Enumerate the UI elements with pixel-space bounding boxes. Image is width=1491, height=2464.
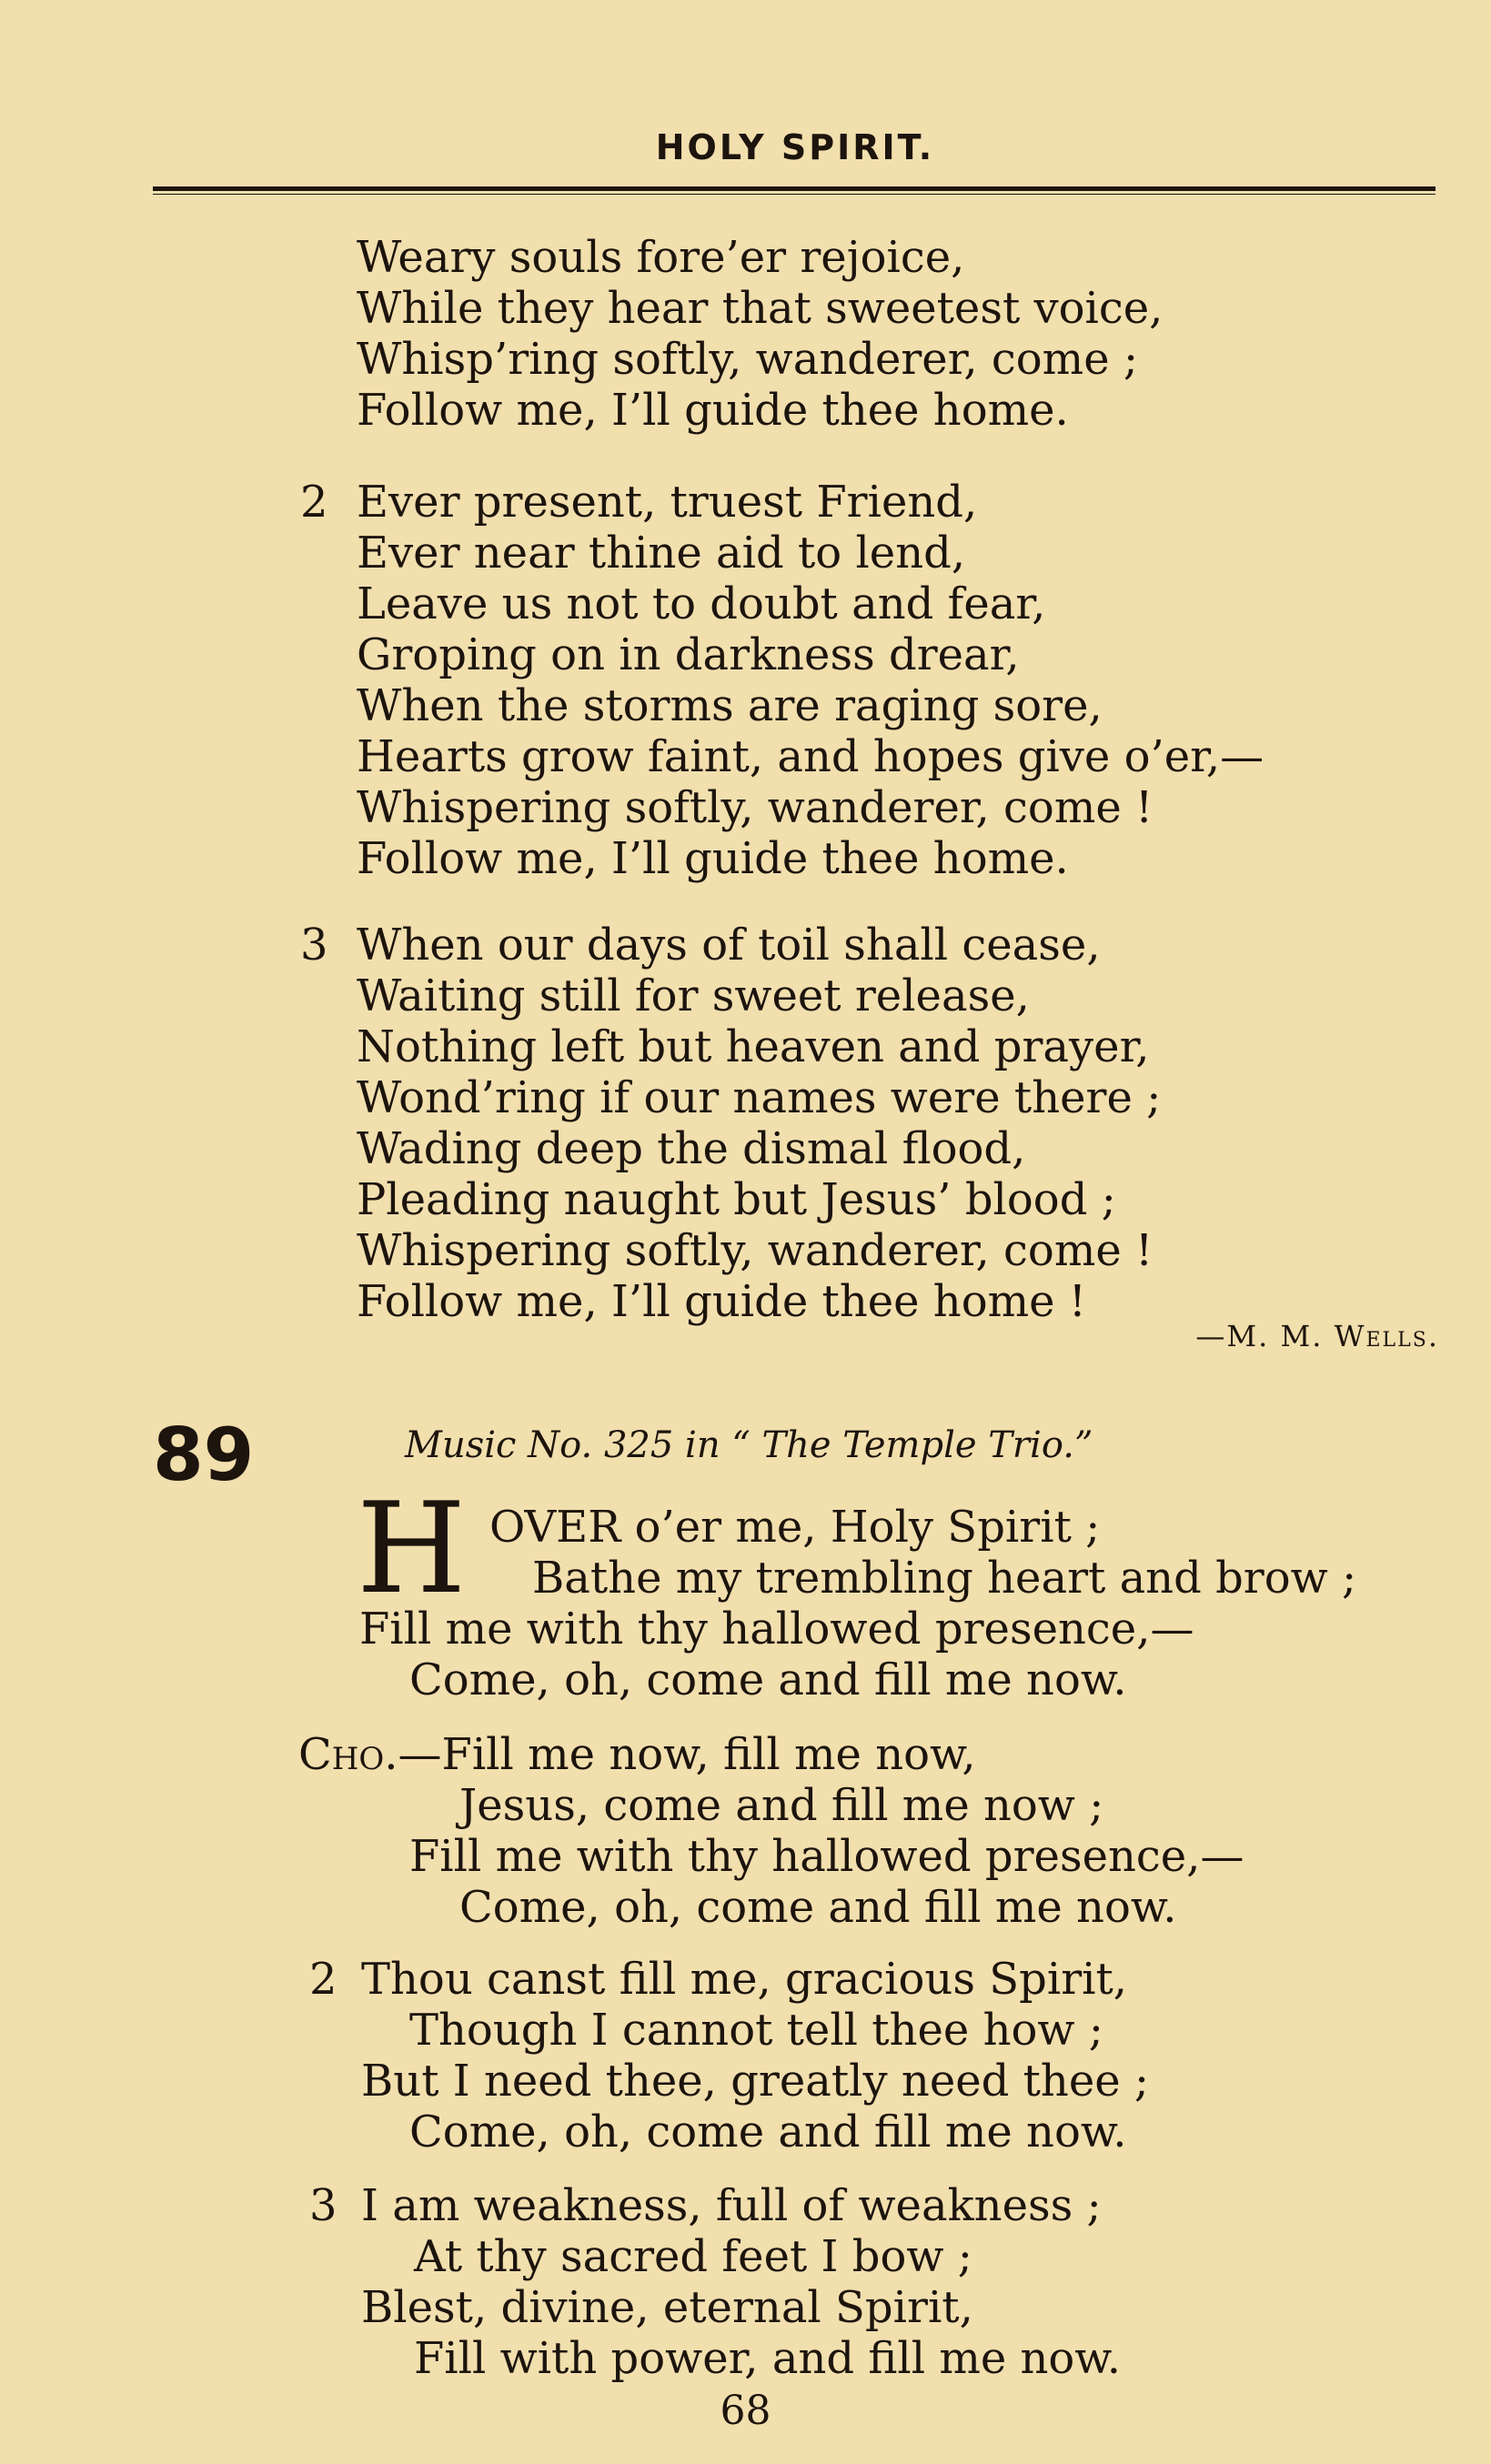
verse-line: While they hear that sweetest voice,: [357, 283, 1164, 334]
verse-line: Fill me with thy hallowed presence,—: [359, 1604, 1194, 1654]
hymn-number: 89: [153, 1413, 255, 1497]
chorus-line: Come, oh, come and fill me now.: [459, 1882, 1177, 1933]
verse-number: 2: [309, 1954, 337, 2005]
chorus-first-line: [298, 1729, 976, 1780]
verse-line: Ever near thine aid to lend,: [357, 528, 966, 578]
chorus-label: Cho.: [298, 1729, 398, 1780]
verse-line: But I need thee, greatly need thee ;: [361, 2056, 1150, 2107]
verse-line-first: [489, 1502, 1100, 1553]
author-attribution: —M. M. Wells.: [1195, 1319, 1439, 1353]
verse-line: Fill with power, and fill me now.: [414, 2333, 1121, 2384]
header-rule-thin: [153, 194, 1436, 195]
verse-line: Whispering softly, wanderer, come !: [357, 1225, 1154, 1276]
chorus-line: Fill me with thy hallowed presence,—: [409, 1831, 1244, 1882]
header-rule: [153, 186, 1436, 191]
verse-line: Follow me, I’ll guide thee home !: [357, 1276, 1087, 1327]
verse-line: Leave us not to doubt and fear,: [357, 578, 1046, 629]
verse-line: Pleading naught but Jesus’ blood ;: [357, 1174, 1116, 1225]
verse-number: 3: [300, 920, 328, 971]
verse-line-tail: o’er me, Holy Spirit ;: [620, 1502, 1101, 1553]
verse-line: Wading deep the dismal flood,: [357, 1123, 1026, 1174]
verse-line: Whispering softly, wanderer, come !: [357, 782, 1154, 833]
verse-number: 3: [309, 2180, 337, 2231]
verse-line: Wond’ring if our names were there ;: [357, 1072, 1162, 1123]
verse-line: Groping on in darkness drear,: [357, 629, 1020, 680]
small-caps-word: OVER: [489, 1502, 621, 1553]
music-reference: Music No. 325 in “ The Temple Trio.”: [405, 1424, 1093, 1466]
drop-cap: H: [357, 1475, 467, 1622]
verse-line: At thy sacred feet I bow ;: [414, 2231, 972, 2282]
verse-line: Whisp’ring softly, wanderer, come ;: [357, 334, 1139, 385]
page-number: 68: [720, 2388, 771, 2434]
verse-line: I am weakness, full of weakness ;: [361, 2180, 1102, 2231]
chorus-line-tail: —Fill me now, fill me now,: [398, 1729, 976, 1780]
verse-line: Ever present, truest Friend,: [357, 477, 978, 528]
verse-line: Weary souls fore’er rejoice,: [357, 232, 965, 283]
verse-line: Come, oh, come and fill me now.: [409, 2107, 1127, 2157]
verse-line: Waiting still for sweet release,: [357, 971, 1030, 1021]
verse-line: When the storms are raging sore,: [357, 680, 1103, 731]
verse-line: When our days of toil shall cease,: [357, 920, 1101, 971]
verse-line: Follow me, I’ll guide thee home.: [357, 833, 1069, 884]
verse-line: Hearts grow faint, and hopes give o’er,—: [357, 731, 1264, 782]
verse-number: 2: [300, 477, 328, 528]
verse-line: Bathe my trembling heart and brow ;: [532, 1553, 1357, 1604]
verse-line: Follow me, I’ll guide thee home.: [357, 385, 1069, 436]
page-header: HOLY SPIRIT.: [655, 127, 935, 167]
verse-line: Come, oh, come and fill me now.: [409, 1654, 1127, 1705]
verse-line: Though I cannot tell thee how ;: [409, 2005, 1103, 2056]
verse-line: Thou canst fill me, gracious Spirit,: [361, 1954, 1128, 2005]
verse-line: Nothing left but heaven and prayer,: [357, 1021, 1150, 1072]
chorus-line: Jesus, come and fill me now ;: [459, 1780, 1104, 1831]
verse-line: Blest, divine, eternal Spirit,: [361, 2282, 973, 2333]
